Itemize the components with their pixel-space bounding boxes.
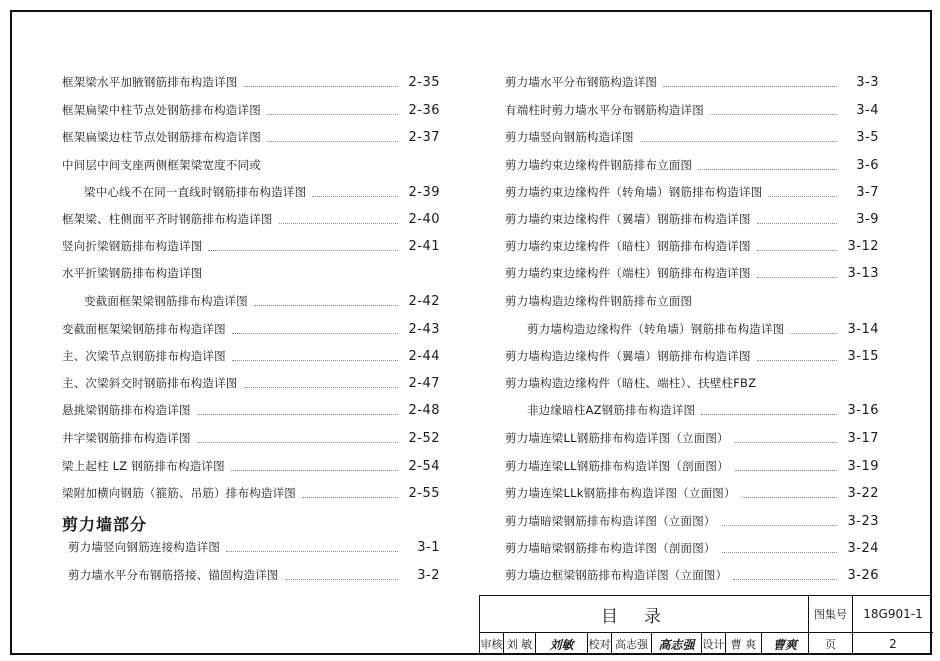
toc-entry-title: 剪力墙约束边缘构件（暗柱）钢筋排布构造详图: [505, 239, 751, 253]
title-block: [479, 595, 932, 655]
toc-entry: [62, 565, 440, 585]
dot-leader: [267, 141, 398, 142]
toc-entry-page: 3-16: [847, 402, 879, 418]
toc-entry-title: 剪力墙构造边缘构件（翼墙）钢筋排布构造详图: [505, 349, 751, 363]
toc-entry-page: 3-1: [417, 539, 440, 555]
toc-entry-title: 剪力墙连梁LL钢筋排布构造详图（剖面图）: [505, 459, 729, 473]
toc-entry-title: 剪力墙约束边缘构件（翼墙）钢筋排布构造详图: [505, 212, 751, 226]
toc-entry-title: 梁附加横向钢筋（箍筋、吊筋）排布构造详图: [62, 486, 296, 500]
toc-entry: [62, 456, 440, 476]
toc-entry-page: 3-3: [856, 74, 879, 90]
toc-entry-title: 剪力墙竖向钢筋连接构造详图: [68, 540, 221, 554]
toc-entry: [505, 428, 879, 448]
dot-leader: [722, 552, 837, 553]
dot-leader: [312, 196, 398, 197]
dot-leader: [757, 360, 837, 361]
toc-entry-title: 剪力墙连梁LLk钢筋排布构造详图（立面图）: [505, 486, 736, 500]
toc-entry-page: 3-24: [847, 540, 879, 556]
dot-leader: [757, 277, 837, 278]
toc-entry-page: 2-47: [408, 375, 440, 391]
atlas-number-label: 图集号: [809, 596, 853, 632]
dot-leader: [698, 169, 837, 170]
dot-leader: [244, 86, 399, 87]
toc-entry: [505, 538, 879, 558]
toc-entry-page: 3-17: [847, 430, 879, 446]
toc-entry-title: 梁上起柱 LZ 钢筋排布构造详图: [62, 459, 225, 473]
toc-entry: [505, 236, 879, 256]
dot-leader: [197, 442, 398, 443]
dot-leader: [302, 497, 398, 498]
dot-leader: [733, 579, 837, 580]
page-label: 页: [809, 633, 853, 655]
toc-entry-page: 2-52: [408, 430, 440, 446]
toc-entry-page: 2-44: [408, 348, 440, 364]
dot-leader: [735, 442, 837, 443]
toc-entry-title: 井字梁钢筋排布构造详图: [62, 431, 191, 445]
toc-entry-title: 剪力墙构造边缘构件钢筋排布立面图: [505, 294, 693, 308]
toc-entry-title: 剪力墙水平分布钢筋构造详图: [505, 75, 658, 89]
toc-entry: [505, 155, 879, 175]
toc-entry: [62, 319, 440, 339]
toc-entry: [505, 263, 879, 283]
designer-name: 曹 爽: [726, 633, 762, 655]
toc-entry-page: 2-35: [408, 74, 440, 90]
dot-leader: [254, 305, 398, 306]
dot-leader: [231, 470, 398, 471]
designer-signature: 曹爽: [762, 633, 809, 655]
toc-entry-title: 剪力墙暗梁钢筋排布构造详图（立面图）: [505, 514, 716, 528]
toc-entry-title: 变截面框架梁钢筋排布构造详图: [84, 294, 248, 308]
toc-entry-page: 3-23: [847, 513, 879, 529]
toc-entry: [62, 155, 440, 175]
dot-leader: [285, 579, 398, 580]
toc-entry: [505, 565, 879, 585]
toc-entry-title: 剪力墙构造边缘构件（转角墙）钢筋排布构造详图: [527, 322, 785, 336]
dot-leader: [701, 414, 837, 415]
toc-entry-title: 剪力墙构造边缘构件（暗柱、端柱）、扶壁柱FBZ: [505, 376, 757, 390]
toc-entry-title: 非边缘暗柱AZ钢筋排布构造详图: [527, 403, 696, 417]
toc-entry: [505, 373, 879, 393]
toc-entry-title: 主、次梁节点钢筋排布构造详图: [62, 349, 226, 363]
toc-entry-page: 3-4: [856, 102, 879, 118]
dot-leader: [735, 470, 837, 471]
reviewer-signature: 刘敏: [536, 633, 588, 655]
toc-entry: [505, 483, 879, 503]
toc-entry-title: 剪力墙暗梁钢筋排布构造详图（剖面图）: [505, 541, 716, 555]
dot-leader: [768, 196, 837, 197]
toc-entry: [62, 373, 440, 393]
toc-entry-page: 3-26: [847, 567, 879, 583]
toc-entry-page: 3-22: [847, 485, 879, 501]
toc-entry-page: 3-12: [847, 238, 879, 254]
dot-leader: [279, 223, 398, 224]
check-label: 校对: [588, 633, 612, 655]
dot-leader: [244, 387, 399, 388]
toc-entry-title: 剪力墙约束边缘构件（端柱）钢筋排布构造详图: [505, 266, 751, 280]
toc-entry: [505, 319, 879, 339]
toc-entry: [505, 400, 879, 420]
toc-entry-page: 2-37: [408, 129, 440, 145]
toc-entry-page: 3-19: [847, 458, 879, 474]
toc-entry: [62, 537, 440, 557]
document-title: 目录: [480, 596, 809, 632]
toc-entry-title: 变截面框架梁钢筋排布构造详图: [62, 322, 226, 336]
checker-signature: 高志强: [652, 633, 702, 655]
toc-entry: [505, 100, 879, 120]
dot-leader: [710, 114, 837, 115]
toc-entry: [62, 400, 440, 420]
toc-entry: [505, 209, 879, 229]
toc-entry-title: 竖向折梁钢筋排布构造详图: [62, 239, 203, 253]
section-heading: 剪力墙部分: [62, 515, 148, 534]
toc-entry-page: 2-40: [408, 211, 440, 227]
toc-entry-page: 2-55: [408, 485, 440, 501]
page-number: 2: [889, 637, 897, 651]
dot-leader: [757, 250, 837, 251]
toc-entry-page: 3-15: [847, 348, 879, 364]
checker-name: 高志强: [612, 633, 652, 655]
toc-entry-title: 剪力墙竖向钢筋构造详图: [505, 130, 634, 144]
toc-entry-page: 3-9: [856, 211, 879, 227]
toc-entry-title: 有端柱时剪力墙水平分布钢筋构造详图: [505, 103, 704, 117]
toc-entry: [62, 291, 440, 311]
toc-entry-page: 3-6: [856, 157, 879, 173]
toc-entry-title: 框架梁水平加腋钢筋排布构造详图: [62, 75, 238, 89]
toc-entry: [62, 209, 440, 229]
toc-entry-page: 3-14: [847, 321, 879, 337]
toc-entry-title: 剪力墙边框梁钢筋排布构造详图（立面图）: [505, 568, 728, 582]
toc-entry-title: 剪力墙连梁LL钢筋排布构造详图（立面图）: [505, 431, 729, 445]
toc-entry: [505, 127, 879, 147]
toc-entry-page: 2-42: [408, 293, 440, 309]
toc-entry-page: 2-39: [408, 184, 440, 200]
toc-entry-page: 2-41: [408, 238, 440, 254]
toc-entry: [505, 291, 879, 311]
toc-entry: [62, 483, 440, 503]
dot-leader: [640, 141, 837, 142]
dot-leader: [197, 414, 398, 415]
review-label: 审核: [480, 633, 504, 655]
toc-entry-page: 3-13: [847, 265, 879, 281]
toc-entry: [62, 182, 440, 202]
design-label: 设计: [702, 633, 726, 655]
toc-entry: [62, 236, 440, 256]
toc-entry-page: 2-36: [408, 102, 440, 118]
atlas-number: 18G901-1: [863, 607, 923, 621]
toc-entry: [62, 100, 440, 120]
toc-entry-title: 剪力墙水平分布钢筋搭接、锚固构造详图: [68, 568, 279, 582]
dot-leader: [232, 333, 398, 334]
dot-leader: [790, 333, 837, 334]
toc-entry: [62, 428, 440, 448]
toc-entry-title: 剪力墙约束边缘构件钢筋排布立面图: [505, 158, 693, 172]
reviewer-name: 刘 敏: [504, 633, 536, 655]
dot-leader: [663, 86, 837, 87]
toc-entry-title: 框架扁梁中柱节点处钢筋排布构造详图: [62, 103, 261, 117]
toc-entry-title: 梁中心线不在同一直线时钢筋排布构造详图: [84, 185, 307, 199]
dot-leader: [208, 250, 398, 251]
toc-entry: [505, 346, 879, 366]
toc-entry-title: 水平折梁钢筋排布构造详图: [62, 266, 203, 280]
toc-entry: [62, 263, 440, 283]
toc-entry-page: 2-48: [408, 402, 440, 418]
toc-entry-title: 框架梁、柱侧面平齐时钢筋排布构造详图: [62, 212, 273, 226]
toc-entry: [62, 72, 440, 92]
toc-entry-title: 剪力墙约束边缘构件（转角墙）钢筋排布构造详图: [505, 185, 763, 199]
toc-entry-title: 中间层中间支座两侧框架梁宽度不同或: [62, 158, 261, 172]
toc-entry-title: 框架扁梁边柱节点处钢筋排布构造详图: [62, 130, 261, 144]
toc-entry-page: 2-54: [408, 458, 440, 474]
toc-entry-page: 3-5: [856, 129, 879, 145]
toc-entry: [505, 182, 879, 202]
toc-entry: [505, 456, 879, 476]
toc-entry-page: 2-43: [408, 321, 440, 337]
dot-leader: [722, 525, 837, 526]
toc-entry: [62, 346, 440, 366]
toc-entry-title: 主、次梁斜交时钢筋排布构造详图: [62, 376, 238, 390]
toc-entry: [505, 511, 879, 531]
dot-leader: [742, 497, 837, 498]
dot-leader: [757, 223, 837, 224]
dot-leader: [226, 551, 398, 552]
toc-entry-title: 悬挑梁钢筋排布构造详图: [62, 403, 191, 417]
dot-leader: [267, 114, 398, 115]
dot-leader: [232, 360, 398, 361]
toc-entry: [62, 127, 440, 147]
toc-entry-page: 3-7: [856, 184, 879, 200]
toc-entry: [505, 72, 879, 92]
toc-entry-page: 3-2: [417, 567, 440, 583]
